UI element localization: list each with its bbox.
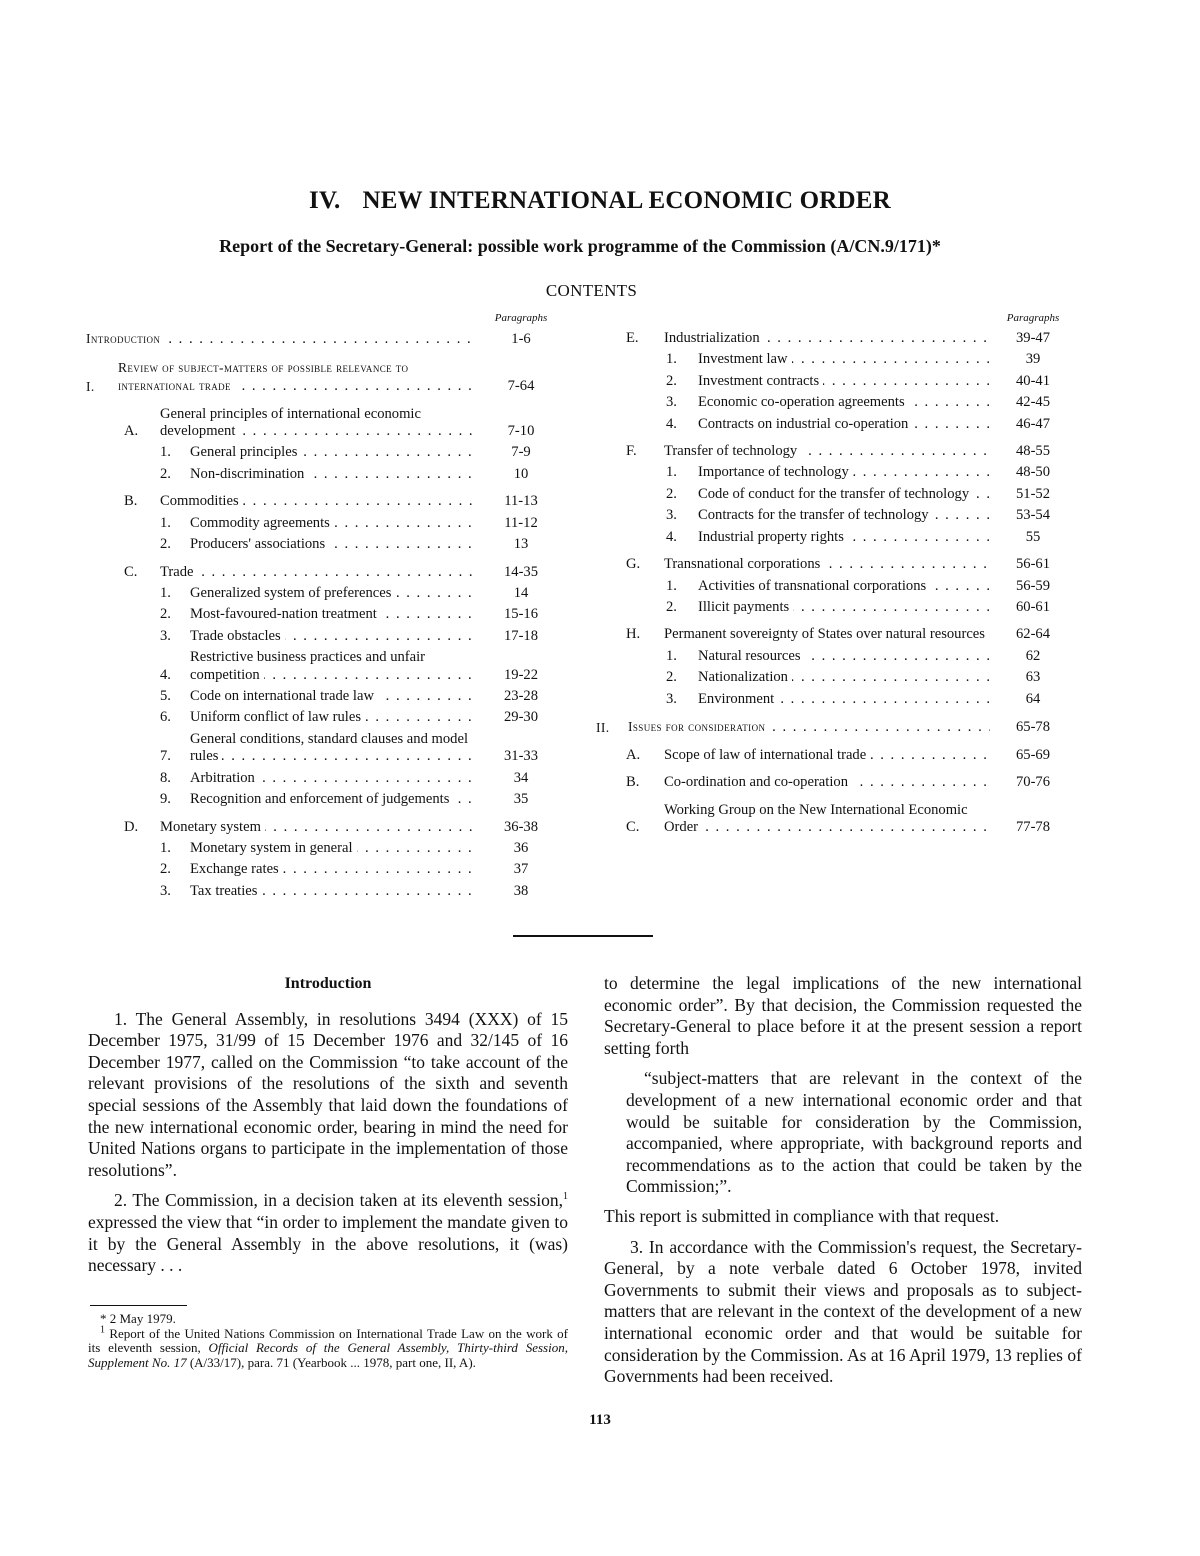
introduction-heading: Introduction <box>284 975 372 992</box>
toc-entry-paragraphs: 60-61 <box>1015 598 1051 615</box>
paragraph-2-end: This report is submitted in compliance with that request. <box>604 1205 1000 1226</box>
toc-entry-paragraphs: 11-12 <box>504 514 538 531</box>
toc-entry-paragraphs: 19-22 <box>503 666 539 683</box>
toc-entry-title: Uniform conflict of law rules <box>190 709 365 725</box>
toc-entry-paragraphs: 1-6 <box>511 331 531 347</box>
toc-entry-number: A. <box>626 746 641 763</box>
toc-entry-paragraphs: 35 <box>513 791 529 808</box>
toc-entry <box>86 709 556 727</box>
toc-entry-paragraphs: 37 <box>513 861 529 878</box>
toc-entry <box>596 486 1068 504</box>
toc-entry <box>86 330 556 349</box>
toc-entry-title: Co-ordination and co-operation <box>664 774 852 790</box>
page-number: 113 <box>589 1412 611 1428</box>
toc-entry-title: Contracts for the transfer of technology <box>698 507 933 523</box>
toc-entry-title: Non-discrimination <box>190 466 308 482</box>
toc-entry-number: 1. <box>160 839 171 856</box>
toc-entry-number: II. <box>596 720 610 736</box>
toc-entry <box>86 649 556 684</box>
toc-entry <box>596 648 1068 666</box>
toc-entry-title: Working Group on the New International Economic Order <box>664 801 968 836</box>
toc-entry-number: 2. <box>666 669 677 686</box>
footnote-rule <box>90 1305 187 1306</box>
toc-entry <box>596 556 1068 574</box>
toc-entry-number: H. <box>626 626 641 643</box>
toc-entry-title: Monetary system in general <box>190 840 357 856</box>
toc-entry-paragraphs: 7-9 <box>511 444 531 461</box>
toc-left-column <box>86 310 556 904</box>
section-divider <box>513 935 653 937</box>
toc-entry-paragraphs: 55 <box>1025 528 1041 545</box>
toc-entry-paragraphs: 56-61 <box>1015 556 1051 573</box>
toc-entry-number: B. <box>124 493 138 510</box>
chapter-title <box>0 187 1200 215</box>
toc-entry-number: 8. <box>160 769 171 786</box>
toc-entry-paragraphs: 14-35 <box>503 563 539 580</box>
body-right-column <box>604 973 1082 1397</box>
paragraphs-label: Paragraphs <box>1006 312 1060 324</box>
toc-entry-number: E. <box>626 330 639 346</box>
toc-entry <box>86 515 556 533</box>
toc-entry-paragraphs: 39 <box>1025 351 1041 368</box>
chapter-title-text: NEW INTERNATIONAL ECONOMIC ORDER <box>362 187 891 214</box>
toc-entry <box>86 840 556 858</box>
toc-entry <box>596 774 1068 792</box>
toc-entry-paragraphs: 31-33 <box>503 748 539 765</box>
toc-entry-paragraphs: 15-16 <box>503 606 539 623</box>
toc-entry-paragraphs: 7-64 <box>507 378 535 394</box>
toc-entry <box>86 628 556 646</box>
toc-entry-number: 3. <box>160 882 171 899</box>
toc-entry-number: 3. <box>160 627 171 644</box>
toc-entry-title: Restrictive business practices and unfair competition <box>190 649 426 683</box>
toc-entry-paragraphs: 65-78 <box>1015 719 1051 736</box>
toc-entry-number: 2. <box>160 536 171 553</box>
toc-entry-title: Review of subject-matters of possible relevance to international trade <box>118 359 409 393</box>
toc-entry-number: 3. <box>666 507 677 524</box>
body-left-column <box>88 973 568 1286</box>
footnote-1: $^1$ Report of the United Nations Commission on International Trade Law on the work of its eleventh session, Official Records of the General Assembly, Thirty-third Session, Supplement No. 17 (A/33/17), para. 71 (Yearbook ... 1978, part one, II, A). <box>88 1324 568 1370</box>
toc-entry-title: Activities of transnational corporations <box>698 578 930 594</box>
toc-entry-number: C. <box>626 819 640 836</box>
toc-entry <box>596 802 1068 837</box>
toc-entry-paragraphs: 10 <box>513 465 529 482</box>
toc-entry-number: F. <box>626 443 637 460</box>
toc-entry-number: 4. <box>160 666 171 683</box>
toc-entry-paragraphs: 13 <box>513 536 529 553</box>
paragraph-2-continued: to determine the legal implications of the new international economic order”. By that decision, the Commission requested the Secretary-General to place before it at the present session a report setting forth <box>604 973 1082 1058</box>
toc-entry-number: I. <box>86 379 95 394</box>
toc-entry-title: Industrial property rights <box>698 529 848 545</box>
toc-entry <box>596 351 1068 369</box>
toc-entry-title: Economic co-operation agreements <box>698 394 909 410</box>
toc-entry-paragraphs: 14 <box>513 584 529 601</box>
toc-entry <box>86 606 556 624</box>
toc-entry-number: D. <box>124 818 139 835</box>
toc-entry-number: 2. <box>160 606 171 623</box>
contents-heading: CONTENTS <box>545 281 638 300</box>
toc-entry-number: 9. <box>160 791 171 808</box>
toc-entry <box>86 444 556 462</box>
toc-entry-number: 2. <box>666 372 677 389</box>
toc-entry-paragraphs: 77-78 <box>1015 819 1051 836</box>
toc-entry <box>86 731 556 766</box>
toc-entry-title: Industrialization <box>664 330 764 346</box>
toc-entry-title: Importance of technology <box>698 464 853 480</box>
toc-entry-paragraphs: 29-30 <box>503 709 539 726</box>
toc-entry-title: Monetary system <box>160 819 265 835</box>
toc-entry <box>596 747 1068 765</box>
toc-entry <box>86 861 556 879</box>
toc-entry-title: General conditions, standard clauses and model rules <box>190 730 469 765</box>
toc-entry-number: C. <box>124 563 138 580</box>
footnote-ref: 1 <box>563 1191 568 1203</box>
toc-entry-number: G. <box>626 556 641 573</box>
toc-entry-title: Trade <box>160 564 198 580</box>
toc-entry <box>596 394 1068 412</box>
toc-entry-title: Trade obstacles <box>190 628 285 644</box>
toc-entry-number: 3. <box>666 690 677 707</box>
toc-entry-paragraphs: 38 <box>513 882 529 899</box>
toc-entry-paragraphs: 46-47 <box>1015 415 1051 432</box>
toc-entry-number: 4. <box>666 528 677 545</box>
toc-entry <box>596 718 1068 737</box>
toc-entry-paragraphs: 48-50 <box>1015 464 1051 481</box>
toc-entry <box>596 626 1068 644</box>
toc-entry-paragraphs: 70-76 <box>1015 774 1051 791</box>
toc-entry <box>596 330 1068 348</box>
toc-right-column <box>596 310 1068 840</box>
toc-entry <box>596 507 1068 525</box>
toc-entry-number: 6. <box>160 709 171 726</box>
toc-entry-title: Generalized system of preferences <box>190 585 395 601</box>
toc-entry-title: Issues for consideration <box>628 719 769 734</box>
toc-entry-paragraphs: 36-38 <box>503 818 539 835</box>
toc-entry-number: 1. <box>666 351 677 368</box>
toc-entry-number: 7. <box>160 748 171 765</box>
toc-entry-title: Environment <box>698 691 778 707</box>
toc-entry <box>596 373 1068 391</box>
toc-entry-number: 1. <box>160 514 171 531</box>
toc-entry <box>86 466 556 484</box>
toc-entry <box>596 578 1068 596</box>
toc-entry-title: Investment law <box>698 351 792 367</box>
toc-entry <box>86 536 556 554</box>
footnote-star: * 2 May 1979. <box>100 1311 176 1326</box>
toc-entry-title: Commodity agreements <box>190 515 334 531</box>
toc-entry <box>596 599 1068 617</box>
toc-entry <box>86 883 556 901</box>
toc-entry-number: B. <box>626 774 640 791</box>
paragraph-2: 2. The Commission, in a decision taken at its eleventh session,$^1$ expressed the view that “in order to implement the mandate given to it by the General Assembly in the above resolutions, it (was) necessary . . . <box>88 1190 568 1276</box>
toc-entry-title: Code of conduct for the transfer of technology <box>698 486 973 502</box>
toc-entry-paragraphs: 39-47 <box>1015 330 1051 346</box>
paragraph-3: 3. In accordance with the Commission's request, the Secretary-General, by a note verbale dated 6 October 1978, invited Governments to submit their views and proposals as to subject-matters that are relevant in the context of the development of a new international economic order and that would be suitable for consideration by the Commission. As at 16 April 1979, 13 replies of Governments had been received. <box>604 1236 1082 1387</box>
toc-entry-number: 1. <box>666 464 677 481</box>
chapter-number: IV. <box>309 187 341 214</box>
toc-entry-title: Most-favoured-nation treatment <box>190 606 381 622</box>
toc-entry <box>86 688 556 706</box>
toc-entry-number: 1. <box>160 584 171 601</box>
toc-entry-number: 3. <box>666 394 677 411</box>
toc-entry-title: Transfer of technology <box>664 443 801 459</box>
toc-entry-paragraphs: 63 <box>1025 669 1041 686</box>
toc-entry-paragraphs: 7-10 <box>507 423 535 439</box>
toc-entry-title: Scope of law of international trade <box>664 747 870 763</box>
toc-entry-title: Arbitration <box>190 770 259 786</box>
toc-entry-number: 1. <box>666 647 677 664</box>
toc-entry-paragraphs: 23-28 <box>503 688 539 705</box>
toc-entry-number: 2. <box>160 861 171 878</box>
toc-entry-paragraphs: 17-18 <box>503 627 539 644</box>
toc-entry <box>596 443 1068 461</box>
toc-entry-title: Introduction <box>86 331 164 346</box>
toc-entry <box>86 359 556 396</box>
toc-entry <box>86 585 556 603</box>
toc-entry-paragraphs: 48-55 <box>1015 443 1051 460</box>
toc-entry <box>86 819 556 837</box>
toc-entry-paragraphs: 64 <box>1025 690 1041 707</box>
toc-entry <box>86 791 556 809</box>
toc-entry-title: Producers' associations <box>190 536 329 552</box>
toc-entry-title: Permanent sovereignty of States over natural resources <box>664 626 989 642</box>
paragraph-1: 1. The General Assembly, in resolutions 3494 (XXX) of 15 December 1975, 31/99 of 15 December 1976 and 32/145 of 16 December 1977, called on the Commission “to take account of the relevant provisions of the resolutions of the sixth and seventh special sessions of the Assembly that laid down the foundations of the new international economic order, bearing in mind the need for United Nations organs to participate in the implementation of those resolutions”. <box>88 1008 568 1180</box>
toc-entry <box>86 770 556 788</box>
toc-entry <box>86 406 556 441</box>
toc-entry <box>596 464 1068 482</box>
toc-entry-paragraphs: 11-13 <box>504 493 538 510</box>
footnotes <box>88 1312 568 1370</box>
toc-entry-title: Transnational corporations <box>664 556 824 572</box>
toc-entry-paragraphs: 42-45 <box>1015 394 1051 411</box>
toc-entry-title: Nationalization <box>698 669 792 685</box>
block-quote: “subject-matters that are relevant in the context of the development of a new international economic order and that would be suitable for consideration by the Commission, accompanied, where appropriate, with background reports and recommendations as to the action that could be taken by the Commission;”. <box>626 1068 1082 1197</box>
toc-entry-paragraphs: 56-59 <box>1015 577 1051 594</box>
paragraphs-label: Paragraphs <box>494 312 548 324</box>
toc-entry-paragraphs: 34 <box>513 769 529 786</box>
toc-entry-title: Exchange rates <box>190 861 283 877</box>
toc-entry-paragraphs: 36 <box>513 839 529 856</box>
toc-entry <box>596 416 1068 434</box>
toc-entry-number: 5. <box>160 688 171 705</box>
toc-entry-title: Contracts on industrial co-operation <box>698 416 912 432</box>
toc-entry-title: Tax treaties <box>190 883 261 899</box>
toc-entry-paragraphs: 51-52 <box>1015 485 1051 502</box>
toc-entry-number: 2. <box>160 465 171 482</box>
toc-entry-title: Illicit payments <box>698 599 793 615</box>
toc-entry <box>86 564 556 582</box>
toc-entry-title: Natural resources <box>698 648 805 664</box>
toc-entry-paragraphs: 62-64 <box>1015 626 1051 643</box>
toc-entry <box>596 669 1068 687</box>
toc-entry-number: 2. <box>666 598 677 615</box>
toc-entry-paragraphs: 62 <box>1025 647 1041 664</box>
toc-entry <box>596 691 1068 709</box>
toc-entry-title: Code on international trade law <box>190 688 378 704</box>
toc-entry-paragraphs: 65-69 <box>1015 746 1051 763</box>
toc-entry-number: 2. <box>666 485 677 502</box>
report-title: Report of the Secretary-General: possible work programme of the Commission (A/CN.9/171)* <box>219 236 941 256</box>
toc-entry-title: Recognition and enforcement of judgements <box>190 791 453 807</box>
toc-entry-title: Commodities <box>160 493 243 509</box>
toc-entry-number: A. <box>124 423 139 439</box>
toc-entry-title: Investment contracts <box>698 373 823 389</box>
toc-entry-number: 1. <box>666 577 677 594</box>
toc-entry <box>596 529 1068 547</box>
toc-entry <box>86 493 556 511</box>
toc-entry-paragraphs: 53-54 <box>1015 507 1051 524</box>
toc-entry-title: General principles <box>190 444 301 460</box>
toc-entry-number: 1. <box>160 444 171 461</box>
toc-entry-number: 4. <box>666 415 677 432</box>
toc-entry-paragraphs: 40-41 <box>1015 372 1051 389</box>
toc-entry-title: General principles of international economic development <box>160 405 421 439</box>
